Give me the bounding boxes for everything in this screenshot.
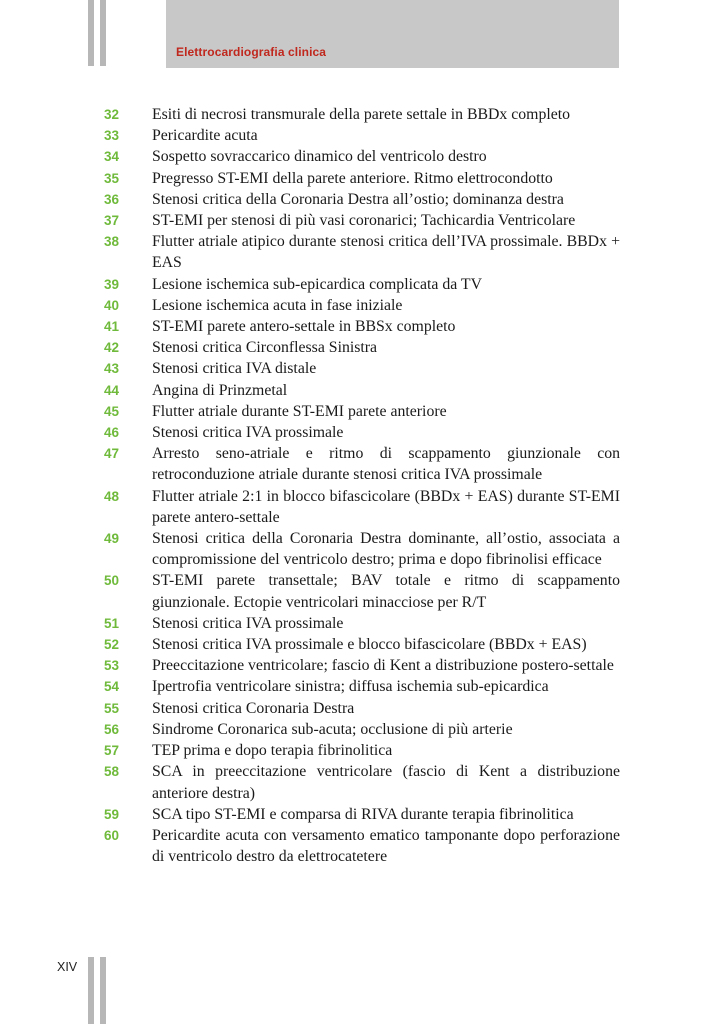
toc-entry-title: Stenosi critica della Coronaria Destra all’ostio; dominanza destra [152, 190, 564, 208]
toc-entry [104, 528, 620, 570]
toc-entry-number: 46 [104, 425, 120, 441]
decorative-bar-top-left [88, 0, 94, 66]
toc-entry-number: 35 [104, 170, 120, 186]
toc-entry [104, 422, 620, 443]
toc-entry-title: ST-EMI parete antero-settale in BBSx completo [152, 318, 456, 336]
toc-entry-title: Flutter atriale 2:1 in blocco bifascicolare (BBDx + EAS) durante ST-EMI parete antero-settale [152, 487, 620, 526]
toc-entry-title: ST-EMI per stenosi di più vasi coronarici; Tachicardia Ventricolare [152, 212, 576, 230]
toc-entry-number: 36 [104, 191, 120, 207]
toc-entry [104, 316, 620, 337]
toc-entry-number: 45 [104, 403, 120, 419]
toc-entry [104, 210, 620, 231]
toc-entry [104, 443, 620, 485]
toc-entry-number: 56 [104, 721, 120, 737]
toc-entry [104, 719, 620, 740]
page-number: XIV [57, 960, 78, 974]
toc-entry-title: Stenosi critica IVA distale [152, 360, 317, 378]
toc-entry-number: 58 [104, 764, 120, 780]
toc-entry-number: 50 [104, 573, 120, 589]
toc-entry-number: 60 [104, 827, 120, 843]
toc-entry-title: ST-EMI parete transettale; BAV totale e ritmo di scappamento giunzionale. Ectopie ventricolari minacciose per R/T [152, 572, 620, 611]
toc-entry [104, 570, 620, 612]
toc-entry-number: 37 [104, 213, 120, 229]
toc-entry-title: Stenosi critica della Coronaria Destra dominante, all’ostio, associata a compromissione del ventricolo destro; prima e dopo fibrinolisi efficace [152, 530, 620, 569]
toc-entry [104, 698, 620, 719]
toc-entry-number: 55 [104, 700, 120, 716]
toc-entry [104, 740, 620, 761]
toc-entry [104, 380, 620, 401]
toc-entry [104, 825, 620, 867]
toc-entry-title: Pregresso ST-EMI della parete anteriore. Ritmo elettrocondotto [152, 169, 553, 187]
decorative-bar-bottom-left [88, 957, 94, 1024]
toc-entry-title: Preeccitazione ventricolare; fascio di Kent a distribuzione postero-settale [152, 657, 614, 675]
toc-entry-number: 47 [104, 446, 120, 462]
toc-entry-title: Angina di Prinzmetal [152, 381, 288, 399]
toc-entry-title: SCA in preeccitazione ventricolare (fascio di Kent a distribuzione anteriore destra) [152, 763, 620, 802]
toc-entry-number: 39 [104, 276, 120, 292]
toc-entry-title: Stenosi critica Coronaria Destra [152, 699, 355, 717]
toc-entry-title: Lesione ischemica sub-epicardica complicata da TV [152, 275, 482, 293]
toc-entry [104, 274, 620, 295]
running-header-title: Elettrocardiografia clinica [176, 45, 327, 59]
toc-entry [104, 761, 620, 803]
toc-entry-number: 33 [104, 128, 120, 144]
toc-entry-number: 59 [104, 806, 120, 822]
toc-entry-title: Sospetto sovraccarico dinamico del ventricolo destro [152, 148, 487, 166]
toc-entry [104, 804, 620, 825]
toc-entry-title: Ipertrofia ventricolare sinistra; diffusa ischemia sub-epicardica [152, 678, 549, 696]
toc-entry-number: 38 [104, 234, 120, 250]
running-header [166, 0, 619, 68]
toc-entry [104, 231, 620, 273]
toc-entry-title: Lesione ischemica acuta in fase iniziale [152, 296, 403, 314]
toc-entry [104, 676, 620, 697]
toc-entry [104, 358, 620, 379]
toc-entry-title: Stenosi critica IVA prossimale e blocco bifascicolare (BBDx + EAS) [152, 636, 587, 654]
toc-entry-number: 48 [104, 488, 120, 504]
toc-entry [104, 146, 620, 167]
toc-entry [104, 634, 620, 655]
decorative-bar-top-right [100, 0, 106, 66]
toc-entry [104, 613, 620, 634]
toc-entry-title: Flutter atriale durante ST-EMI parete anteriore [152, 402, 447, 420]
toc-entry-title: Esiti di necrosi transmurale della parete settale in BBDx completo [152, 106, 571, 123]
toc-entry-number: 52 [104, 637, 120, 653]
toc-entry-number: 49 [104, 531, 120, 547]
toc-entry-title: Sindrome Coronarica sub-acuta; occlusione di più arterie [152, 720, 513, 738]
toc-entry-title: Pericardite acuta con versamento ematico tamponante dopo perforazione di ventricolo destro da elettrocatetere [152, 826, 620, 866]
toc-entry [104, 295, 620, 316]
toc-entry [104, 655, 620, 676]
toc-entry [104, 189, 620, 210]
toc-entry-number: 44 [104, 382, 120, 398]
decorative-bar-bottom-right [100, 957, 106, 1024]
toc-entry-title: Pericardite acuta [152, 127, 258, 145]
toc-entry-number: 32 [104, 107, 120, 122]
toc-entry-number: 51 [104, 615, 120, 631]
toc-entry [104, 401, 620, 422]
toc-entry-number: 40 [104, 297, 120, 313]
toc-entry-number: 57 [104, 743, 120, 759]
toc-entry-title: TEP prima e dopo terapia fibrinolitica [152, 742, 393, 760]
toc-entry [104, 486, 620, 528]
toc-entry-title: Stenosi critica Circonflessa Sinistra [152, 339, 378, 357]
table-of-contents-list [104, 104, 620, 867]
toc-entry [104, 104, 620, 125]
toc-entry-number: 41 [104, 319, 120, 335]
toc-entry-title: Stenosi critica IVA prossimale [152, 424, 344, 442]
toc-entry-number: 54 [104, 679, 120, 695]
toc-entry-number: 43 [104, 361, 120, 377]
toc-entry [104, 168, 620, 189]
toc-entry-title: Flutter atriale atipico durante stenosi critica dell’IVA prossimale. BBDx + EAS [152, 233, 620, 272]
toc-entry-title: Stenosi critica IVA prossimale [152, 614, 344, 632]
toc-entry [104, 337, 620, 358]
toc-entry-number: 42 [104, 340, 120, 356]
toc-entry-title: Arresto seno-atriale e ritmo di scappamento giunzionale con retroconduzione atriale durante stenosi critica IVA prossimale [152, 445, 620, 484]
toc-entry-number: 34 [104, 149, 120, 165]
toc-entry-number: 53 [104, 658, 120, 674]
toc-entry-title: SCA tipo ST-EMI e comparsa di RIVA durante terapia fibrinolitica [152, 805, 574, 823]
toc-entry [104, 125, 620, 146]
